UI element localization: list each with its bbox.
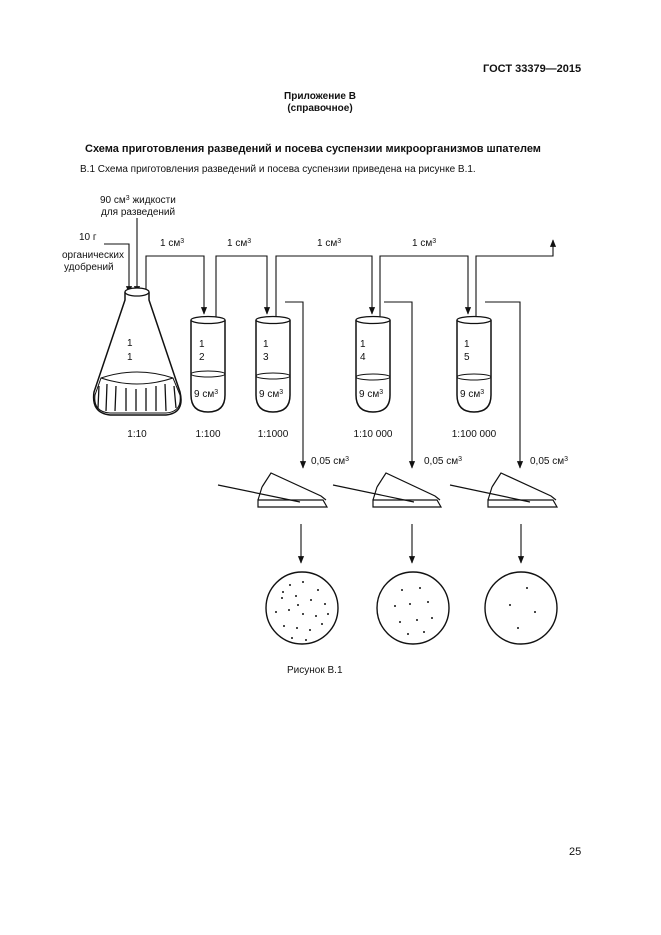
figure-caption: Рисунок В.1 xyxy=(287,665,343,676)
flask-label-bottom: 1 xyxy=(127,352,133,363)
document-code: ГОСТ 33379—2015 xyxy=(483,63,582,75)
tube-4-ratio: 1:100 000 xyxy=(451,429,497,440)
liquid-label-line1: 90 $см^3$ жидкости xyxy=(100,194,176,206)
tube-2-ratio: 1:1000 xyxy=(257,429,289,440)
petri-dish-3 xyxy=(488,473,557,507)
page-number: 25 xyxy=(569,846,582,858)
fertilizer-label-line2: органических xyxy=(62,250,124,261)
tube-1-label-bottom: 2 xyxy=(199,352,205,363)
tube-2-volume: 9 $см^3$ xyxy=(259,388,284,400)
appendix-title: Приложение В xyxy=(284,91,356,102)
transfer-label-3: 1 $см^3$ xyxy=(317,237,342,249)
tube-4-label-top: 1 xyxy=(464,339,470,350)
tube-2-label-top: 1 xyxy=(263,339,269,350)
conical-flask xyxy=(94,288,181,415)
transfer-line-4 xyxy=(380,256,468,355)
tube-1-volume: 9 $см^3$ xyxy=(194,388,219,400)
colony-plate-1 xyxy=(266,572,338,644)
tube-4-volume: 9 $см^3$ xyxy=(460,388,485,400)
tube-3-ratio: 1:10 000 xyxy=(353,429,393,440)
tube-1-label-top: 1 xyxy=(199,339,205,350)
liquid-label-line2: для разведений xyxy=(101,207,176,218)
petri-dish-2 xyxy=(373,473,441,507)
inoculation-label-1: 0,05 $см^3$ xyxy=(311,455,350,467)
petri-dish-1 xyxy=(258,473,327,507)
transfer-label-4: 1 $см^3$ xyxy=(412,237,437,249)
tube-3-label-bottom: 4 xyxy=(360,352,366,363)
colony-plate-3 xyxy=(485,572,557,644)
appendix-subtitle: (справочное) xyxy=(287,103,353,114)
tube-3-volume: 9 $см^3$ xyxy=(359,388,384,400)
section-title: Схема приготовления разведений и посева суспензии микроорганизмов шпателем xyxy=(85,143,541,155)
flask-ratio: 1:10 xyxy=(127,429,147,440)
transfer-label-2: 1 $см^3$ xyxy=(227,237,252,249)
flask-label-top: 1 xyxy=(127,338,133,349)
transfer-label-1: 1 $см^3$ xyxy=(160,237,185,249)
tube-1-ratio: 1:100 xyxy=(195,429,221,440)
intro-paragraph: В.1 Схема приготовления разведений и посева суспензии приведена на рисунке В.1. xyxy=(80,164,476,175)
inoculation-label-3: 0,05 $см^3$ xyxy=(530,455,569,467)
tube-3-label-top: 1 xyxy=(360,339,366,350)
tube-4-label-bottom: 5 xyxy=(464,352,470,363)
fertilizer-label-line1: 10 г xyxy=(79,232,97,243)
fertilizer-label-line3: удобрений xyxy=(64,262,114,273)
inoculation-label-2: 0,05 $см^3$ xyxy=(424,455,463,467)
tube-2-label-bottom: 3 xyxy=(263,352,269,363)
colony-plate-2 xyxy=(377,572,449,644)
